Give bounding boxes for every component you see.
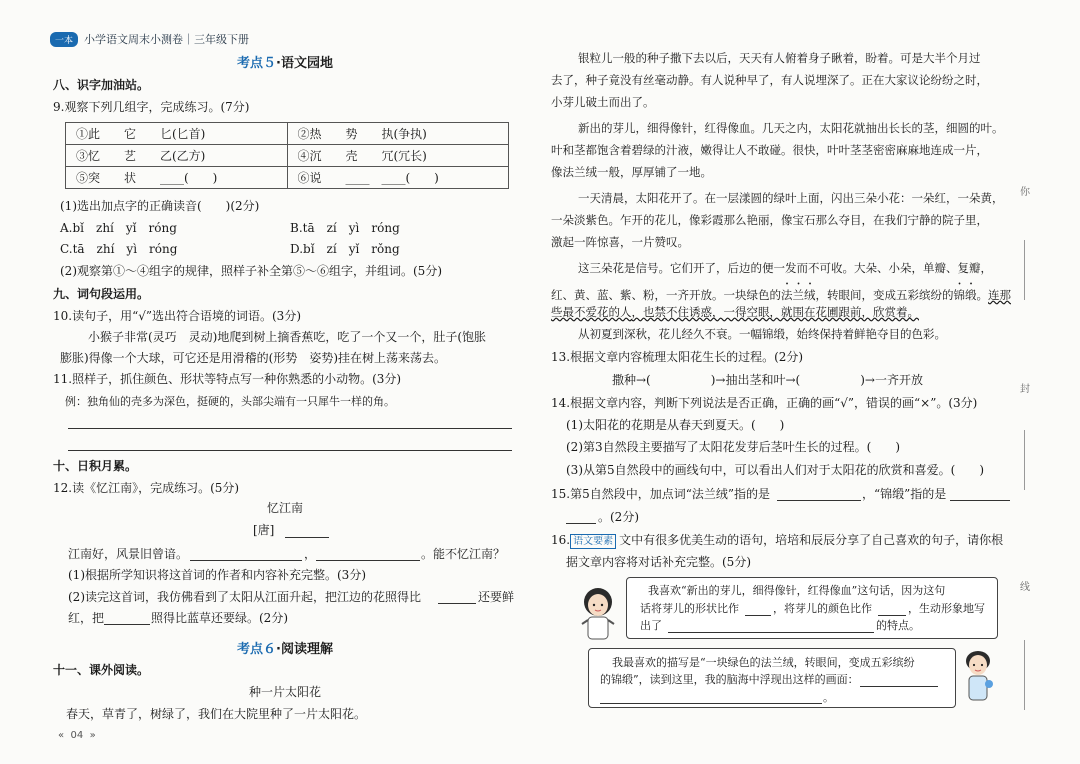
q10-sentence-1[interactable]: 小猴子非常(灵巧 灵动)地爬到树上摘香蕉吃，吃了一个又一个，肚子(饱胀	[88, 330, 487, 344]
poem-comma: ，	[304, 547, 317, 561]
underlined-segment: ，也禁不住诱惑，一得空眼，就围在花圃跟前，欣赏着。	[631, 305, 919, 319]
table-cell[interactable]: ⑥说 ____ ____( )	[287, 167, 509, 189]
q15-c: 。(2分)	[598, 510, 639, 524]
table-cell: ③忆 艺 乙(乙方)	[66, 145, 288, 167]
girl-illustration	[572, 584, 624, 644]
underlined-segment: 些最不爱花的人	[551, 305, 632, 319]
poem-dynasty: [唐]	[253, 523, 275, 537]
binding-line	[1024, 240, 1025, 300]
table-row	[66, 145, 509, 167]
q12-blank-1[interactable]	[438, 603, 476, 604]
q10-title: 10.读句子，用“√”选出符合语境的词语。(3分)	[53, 309, 301, 323]
underlined-segment: 连那	[988, 288, 1011, 302]
header-title: 小学语文周末小测卷｜三年级下册	[84, 33, 250, 46]
q11-example: 例：独角仙的壳多为深色，挺硬的，头部尖端有一只犀牛一样的角。	[65, 395, 395, 408]
section-6-name: 阅读理解	[280, 642, 333, 657]
page-number-text: 04	[70, 730, 84, 741]
table-row	[66, 123, 509, 145]
q13-flow[interactable]: 撒种→( )→抽出茎和叶→( )→一齐开放	[612, 373, 923, 387]
poem-blank-1[interactable]	[190, 560, 302, 561]
section-6-dot: ·	[276, 642, 281, 657]
q10-sentence-2[interactable]: 膨胀)得像一个大球，可它还是用滑稽的(形势 姿势)挂在树上荡来荡去。	[60, 351, 447, 365]
page-header	[50, 31, 249, 47]
q14-1[interactable]: (1)太阳花的花期是从春天到夏天。( )	[566, 418, 785, 432]
section-heading-5	[50, 52, 520, 71]
binding-line	[1024, 430, 1025, 490]
reading-line: 从初夏到深秋，花儿经久不衰。一幅锦缎，始终保持着鲜艳夺目的色彩。	[578, 327, 946, 341]
option-b[interactable]: B.tā zí yì róng	[290, 221, 400, 235]
bubble-2-blank-1[interactable]	[860, 686, 938, 687]
q14-3[interactable]: (3)从第5自然段中的画线句中，可以看出人们对于太阳花的欣赏和喜爱。( )	[566, 463, 984, 477]
binding-line	[1024, 640, 1025, 710]
q15-blank-3[interactable]	[566, 523, 596, 524]
reading-line: 这三朵花是信号。它们开了，后边的便一发而不可收。大朵、小朵，单瓣、复瓣，	[578, 261, 992, 275]
q16-number: 16.	[551, 533, 571, 547]
boy-illustration	[956, 648, 1000, 706]
q16-tag: 语文要素	[570, 534, 616, 549]
answer-line[interactable]	[68, 428, 512, 429]
reading-line: 去了，种子竟没有丝毫动静。有人说种早了，有人说埋深了。正在大家议论纷纷之时，	[551, 73, 988, 87]
binding-char-2: 封	[1020, 384, 1030, 395]
q12-1: (1)根据所学知识将这首词的作者和内容补充完整。(3分)	[68, 568, 366, 582]
reading-title: 种一片太阳花	[248, 685, 321, 699]
text-segment: 红、黄、蓝、紫、粉，一齐开放。一块绿色的	[551, 288, 781, 302]
poem-title: 忆江南	[266, 501, 303, 515]
option-a[interactable]: A.bǐ zhí yǐ róng	[60, 221, 177, 235]
bubble-1-line-2a: 话将芽儿的形状比作	[640, 602, 739, 615]
text-segment: 。	[976, 288, 988, 302]
table-cell: ①此 它 匕(匕首)	[66, 123, 288, 145]
reading-line	[551, 303, 919, 321]
bubble-1-blank-1[interactable]	[745, 615, 771, 616]
q12-blank-2[interactable]	[104, 624, 150, 625]
reading-line: 小芽儿破土而出了。	[551, 95, 655, 109]
option-d[interactable]: D.bǐ zí yǐ rǒng	[290, 242, 400, 256]
dotted-word-falanrong: 法兰绒	[781, 288, 816, 302]
section-heading-6	[50, 638, 520, 657]
part-10-heading: 十、日积月累。	[53, 459, 138, 473]
section-5-dot: ·	[276, 56, 281, 71]
poem-line-1c: 。能不忆江南？	[421, 547, 506, 561]
q9-title: 9.观察下列几组字，完成练习。(7分)	[53, 100, 250, 114]
bubble-2-line-2: 的锦缎”，读到这里，我的脑海中浮现出这样的画面：	[600, 673, 859, 686]
brand-logo: 一本	[50, 32, 78, 47]
poem-author-blank[interactable]	[285, 537, 329, 538]
dotted-word-jinduan: 锦缎	[953, 288, 977, 302]
bubble-1-line-2b: ，将芽儿的颜色比作	[773, 602, 872, 615]
q16-line-2: 据文章内容将对话补充完整。(5分)	[566, 555, 751, 569]
q15-blank-1[interactable]	[777, 500, 861, 501]
reading-para-1: 春天，草青了，树绿了，我们在大院里种了一片太阳花。	[66, 707, 367, 721]
q12-2-b: 还要鲜	[478, 590, 515, 604]
reading-line: 激起一阵惊喜，一片赞叹。	[551, 235, 689, 249]
reading-line: 一朵淡紫色。乍开的花儿，像彩霞那么艳丽，像宝石那么夺目，在我们宁静的院子里，	[551, 213, 988, 227]
q13-title: 13.根据文章内容梳理太阳花生长的过程。(2分)	[551, 350, 804, 364]
table-row	[66, 167, 509, 189]
answer-line[interactable]	[68, 450, 512, 451]
reading-line-with-dots	[551, 281, 1011, 304]
bubble-2-end: 。	[823, 691, 834, 704]
reading-line: 叶和茎都饱含着碧绿的汁液，嫩得让人不敢碰。很快，叶叶茎茎密密麻麻地连成一片，	[551, 143, 988, 157]
q12-2-c: 红，把	[68, 611, 105, 625]
q14-title: 14.根据文章内容，判断下列说法是否正确，正确的画“√”，错误的画“×”。(3分)	[551, 396, 978, 410]
page-number: « 04 »	[58, 730, 96, 741]
q9-character-table	[65, 122, 509, 189]
q15-b: ，“锦缎”指的是	[862, 487, 947, 501]
section-6-label: 考点６	[237, 642, 277, 657]
part-9-heading: 九、词句段运用。	[53, 287, 150, 301]
q9-1: (1)选出加点字的正确读音( )(2分)	[60, 199, 260, 213]
q16-line-1	[551, 531, 1003, 549]
q9-2: (2)观察第①～④组字的规律，照样子补全第⑤～⑥组字，并组词。(5分)	[60, 264, 442, 278]
table-cell: ②热 势 执(争执)	[287, 123, 509, 145]
section-5-name: 语文园地	[280, 56, 333, 71]
part-11-heading: 十一、课外阅读。	[53, 663, 150, 677]
table-cell[interactable]: ⑤突 状 ____( )	[66, 167, 288, 189]
bubble-1-line-3b: 的特点。	[876, 619, 920, 632]
q12-2-d: 照得比蓝草还要绿。(2分)	[151, 611, 288, 625]
option-c[interactable]: C.tā zhí yì róng	[60, 242, 178, 256]
binding-char-1: 你	[1020, 187, 1030, 198]
poem-line-1a: 江南好，风景旧曾谙。	[68, 547, 189, 561]
bubble-2-line-1: 我最喜欢的描写是“一块绿色的法兰绒，转眼间，变成五彩缤纷	[612, 656, 915, 669]
reading-line: 新出的芽儿，细得像针，红得像血。几天之内，太阳花就抽出长长的茎，细圆的叶。	[578, 121, 1004, 135]
q11-title: 11.照样子，抓住颜色、形状等特点写一种你熟悉的小动物。(3分)	[53, 372, 402, 386]
bubble-1-line-3a: 出了	[640, 619, 662, 632]
part-8-heading: 八、识字加油站。	[53, 78, 150, 92]
q15-blank-2[interactable]	[950, 500, 1010, 501]
q12-2-a: (2)读完这首词，我仿佛看到了太阳从江面升起，把江边的花照得比	[68, 590, 422, 604]
q16-text: 文中有很多优美生动的语句，培培和辰辰分享了自己喜欢的句子，请你根	[619, 533, 1004, 547]
bubble-1-line-1: 我喜欢“新出的芽儿，细得像针，红得像血”这句话，因为这句	[648, 584, 946, 597]
reading-line: 一天清晨，太阳花开了。在一层漾圆的绿叶上面，闪出三朵小花：一朵红，一朵黄，	[578, 191, 1004, 205]
table-cell: ④沉 壳 冗(冗长)	[287, 145, 509, 167]
reading-line: 像法兰绒一般，厚厚铺了一地。	[551, 165, 712, 179]
text-segment: ，转眼间，变成五彩缤纷的	[815, 288, 954, 302]
bubble-1-blank-3[interactable]	[668, 632, 874, 633]
q14-2[interactable]: (2)第3自然段主要描写了太阳花发芽后茎叶生长的过程。( )	[566, 440, 900, 454]
bubble-1-blank-2[interactable]	[878, 615, 906, 616]
bubble-2-blank-2[interactable]	[600, 703, 822, 704]
binding-char-3: 线	[1020, 582, 1030, 593]
section-5-label: 考点５	[237, 56, 277, 71]
poem-blank-2[interactable]	[316, 560, 420, 561]
bubble-1-line-2c: ，生动形象地写	[908, 602, 985, 615]
q15-a: 15.第5自然段中，加点词“法兰绒”指的是	[551, 487, 770, 501]
q12-title: 12.读《忆江南》，完成练习。(5分)	[53, 481, 240, 495]
reading-line: 银粒儿一般的种子撒下去以后，天天有人俯着身子瞅着，盼着。可是大半个月过	[578, 51, 981, 65]
